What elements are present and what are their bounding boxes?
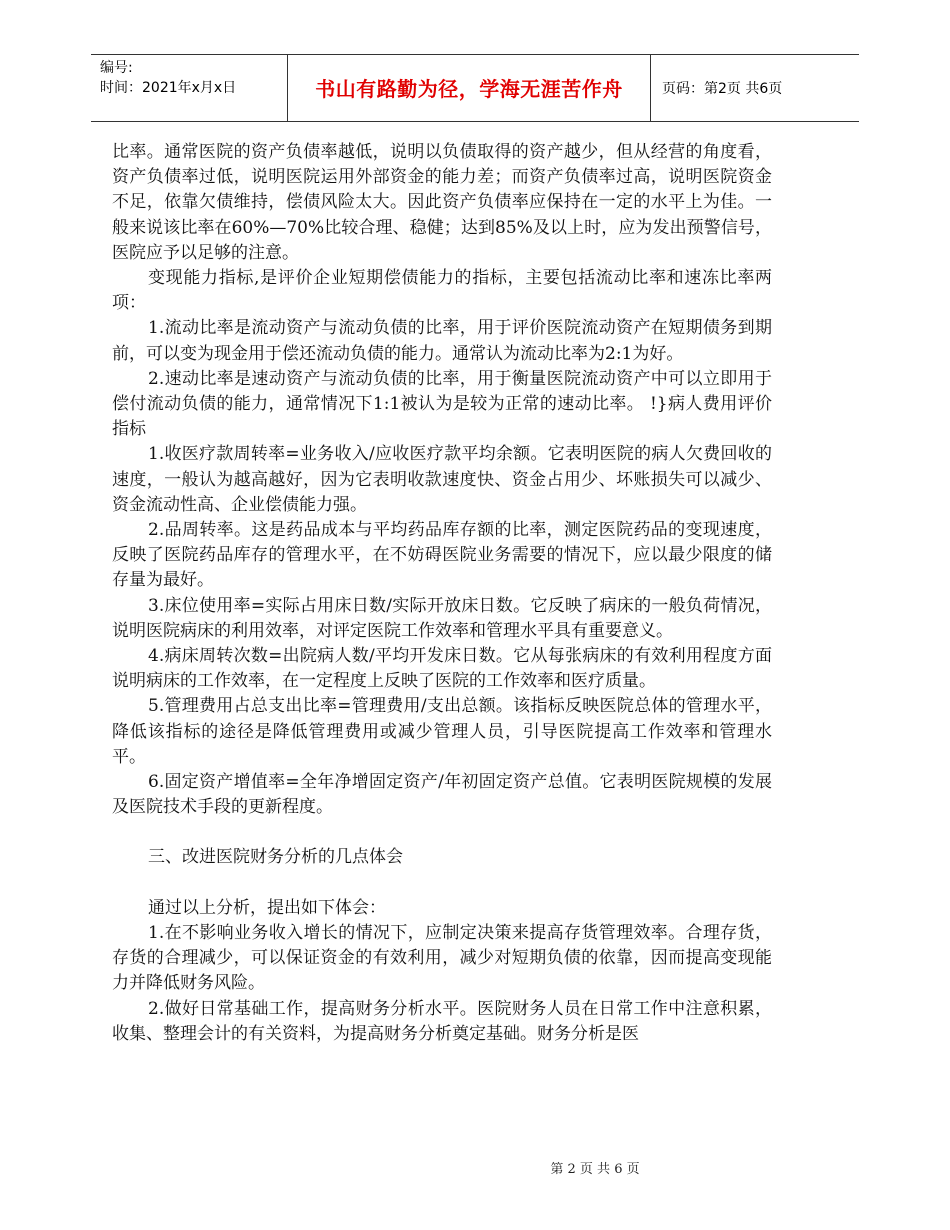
document-body xyxy=(112,140,772,1047)
spacer xyxy=(112,820,772,845)
paragraph-quick-ratio: 2.速动比率是速动资产与流动负债的比率，用于衡量医院流动资产中可以立即用于偿付流动负债的能力，通常情况下1:1被认为是较为正常的速动比率。 !}病人费用评价指标 xyxy=(112,368,772,440)
paragraph-current-ratio: 1.流动比率是流动资产与流动负债的比率，用于评价医院流动资产在短期债务到期前，可以变为现金用于偿还流动负债的能力。通常认为流动比率为2:1为好。 xyxy=(112,318,772,364)
header-motto-box xyxy=(287,54,651,121)
paragraph-summary-intro: 通过以上分析，提出如下体会： xyxy=(148,897,386,918)
paragraph-receivables-turnover: 1.收医疗款周转率=业务收入/应收医疗款平均余额。它表明医院的病人欠费回收的速度，一般认为越高越好，因为它表明收款速度快、资金占用少、坏账损失可以减少、资金流动性高、企业偿债能力强。 xyxy=(112,444,772,515)
paragraph-basic-work: 2.做好日常基础工作，提高财务分析水平。医院财务人员在日常工作中注意积累，收集、整理会计的有关资料，为提高财务分析奠定基础。财务分析是医 xyxy=(112,998,772,1044)
paragraph-liquidity-indicators: 变现能力指标,是评价企业短期偿债能力的指标，主要包括流动比率和速冻比率两项： xyxy=(112,268,772,314)
header-motto: 书山有路勤为径，学海无涯苦作舟 xyxy=(315,77,623,101)
document-number-label: 编号: xyxy=(100,60,133,76)
header-page-info: 页码：第2页 共6页 xyxy=(662,81,783,97)
paragraph-inventory-efficiency: 1.在不影响业务收入增长的情况下，应制定决策来提高存货管理效率。合理存货，存货的合理减少，可以保证资金的有效利用，减少对短期负债的依靠，因而提高变现能力并降低财务风险。 xyxy=(112,922,772,994)
paragraph-drug-turnover: 2.品周转率。这是药品成本与平均药品库存额的比率，测定医院药品的变现速度，反映了医院药品库存的管理水平，在不妨碍医院业务需要的情况下，应以最少限度的储存量为最好。 xyxy=(112,520,772,591)
header-bottom-rule xyxy=(91,121,859,122)
header-meta xyxy=(100,58,285,98)
page-footer: 第 2 页 共 6 页 xyxy=(550,1162,640,1177)
paragraph-management-expense: 5.管理费用占总支出比率=管理费用/支出总额。该指标反映医院总体的管理水平，降低该指标的途径是降低管理费用或减少管理人员，引导医院提高工作效率和管理水平。 xyxy=(112,696,772,767)
section-heading-3: 三、改进医院财务分析的几点体会 xyxy=(148,847,403,868)
spacer xyxy=(112,871,772,896)
paragraph-bed-turnover: 4.病床周转次数=出院病人数/平均开发床日数。它从每张病床的有效利用程度方面说明病床的工作效率，在一定程度上反映了医院的工作效率和医疗质量。 xyxy=(112,646,772,692)
document-time-label: 时间：2021年x月x日 xyxy=(100,80,237,96)
paragraph-bed-utilization: 3.床位使用率=实际占用床日数/实际开放床日数。它反映了病床的一般负荷情况，说明医院病床的利用效率，对评定医院工作效率和管理水平具有重要意义。 xyxy=(112,595,772,641)
paragraph-fixed-asset-growth: 6.固定资产增值率=全年净增固定资产/年初固定资产总值。它表明医院规模的发展及医院技术手段的更新程度。 xyxy=(112,772,772,818)
paragraph-asset-liability-ratio: 比率。通常医院的资产负债率越低，说明以负债取得的资产越少，但从经营的角度看，资产负债率过低，说明医院运用外部资金的能力差；而资产负债率过高，说明医院资金不足，依靠欠债维持，偿债风险太大。因此资产负债率应保持在一定的水平上为佳。一般来说该比率在60%—70%比较合理、稳健；达到85%及以上时，应为发出预警信号，医院应予以足够的注意。 xyxy=(112,142,772,263)
